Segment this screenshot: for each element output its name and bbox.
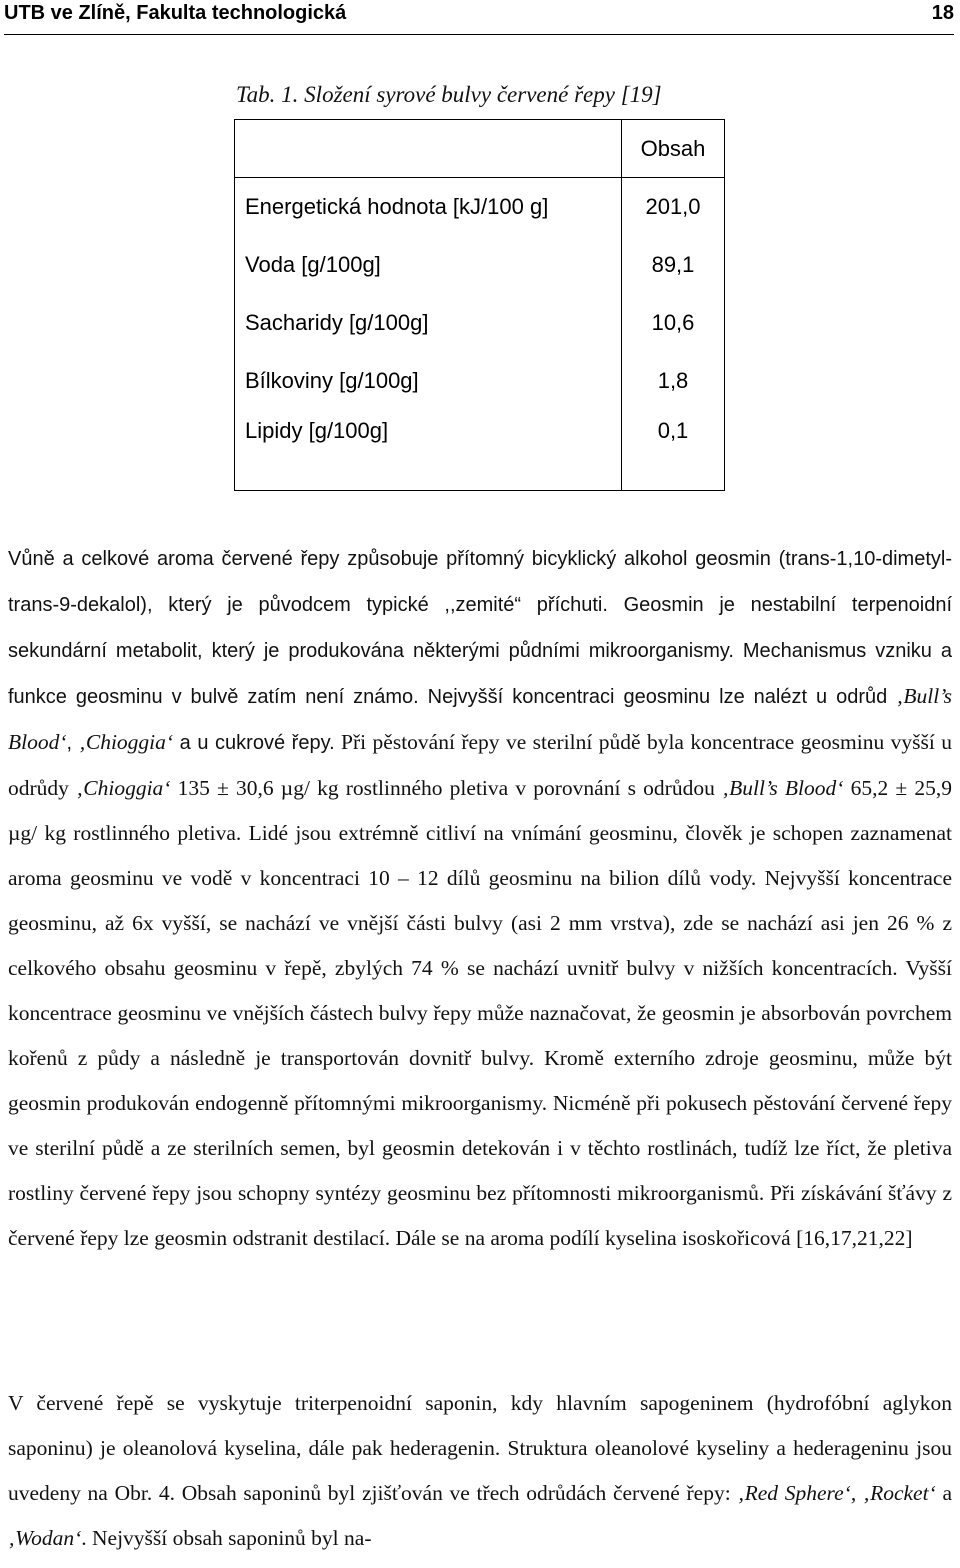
table-row — [235, 294, 725, 352]
header-page-number: 18 — [931, 2, 954, 24]
separator: a — [935, 1481, 953, 1505]
row-label: Voda [g/100g] — [235, 236, 622, 294]
cultivar-red-sphere: ‚Red Sphere‘ — [737, 1481, 851, 1505]
paragraph-saponin-text: V červené řepě se vyskytuje triterpenoidní saponin, kdy hlavním sapogeninem (hydrofóbní aglykon saponinu) je oleanolová kyselina, dále pak hederagenin. Struktura oleanolové kyseliny a hederageninu jsou uvedeny na Obr. 4. Obsah saponinů byl zjišťován ve třech odrůdách červené řepy: — [8, 1391, 952, 1505]
paragraph-geosmin-text: 135 ± 30,6 µg/ kg rostlinného pletiva v porovnání s odrůdou — [170, 776, 722, 800]
paragraph-geosmin-intro-end: a u cukrové řepy. — [173, 732, 335, 754]
row-value: 0,1 — [622, 410, 725, 491]
cultivar-chioggia: ‚Chioggia‘ — [78, 730, 174, 754]
table-header-row — [235, 120, 725, 178]
table-row — [235, 236, 725, 294]
row-label: Sacharidy [g/100g] — [235, 294, 622, 352]
row-value: 89,1 — [622, 236, 725, 294]
row-label: Energetická hodnota [kJ/100 g] — [235, 178, 622, 237]
row-value: 1,8 — [622, 352, 725, 410]
separator: , — [850, 1481, 863, 1505]
row-value: 201,0 — [622, 178, 725, 237]
table-header-empty — [235, 120, 622, 178]
cultivar-bulls-blood: ‚Bull’s Blood‘ — [722, 776, 844, 800]
paragraph-saponin-text-end: . Nejvyšší obsah saponinů byl na- — [81, 1526, 372, 1550]
table-header-obsah: Obsah — [622, 120, 725, 178]
separator: , — [66, 732, 79, 754]
table-row — [235, 352, 725, 410]
cultivar-chioggia: ‚Chioggia‘ — [76, 776, 171, 800]
paragraph-geosmin-intro: Vůně a celkové aroma červené řepy způsobuje přítomný bicyklický alkohol geosmin (trans-1,10-dimetyl-trans-9-dekalol), který je původcem typické ,,zemité“ příchuti. Geosmin je nestabilní terpenoidní sekundární metabolit, který je produkována některými půdními mikroorganismy. Mechanismus vzniku a funkce geosminu v bulvě zatím není známo. Nejvyšší koncentraci geosminu lze nalézt u odrůd — [8, 548, 952, 708]
paragraph-geosmin-text: 65,2 ± 25,9 µg/ kg rostlinného pletiva. Lidé jsou extrémně citliví na vnímání geosminu, člověk je schopen zaznamenat aroma geosminu ve vodě v koncentraci 10 – 12 dílů geosminu na bilion dílů vody. Nejvyšší koncentrace geosminu, až 6x vyšší, se nachází ve vnější části bulvy (asi 2 mm vrstva), zde se nachází asi jen 26 % z celkového obsahu geosminu v řepě, zbylých 74 % se nachází uvnitř bulvy v nižších koncentracích. Vyšší koncentrace geosminu ve vnějších částech bulvy řepy může naznačovat, že geosmin je absorbován povrchem kořenů z půdy a následně je transportován dovnitř bulvy. Kromě externího zdroje geosminu, může být geosmin produkován endogenně přítomnými mikroorganismy. Nicméně při pokusech pěstování červené řepy ve sterilní půdě a ze sterilních semen, byl geosmin detekován i v těchto rostlinách, tudíž lze říct, že pletiva rostliny červené řepy jsou schopny syntézy geosminu bez přítomnosti mikroorganismů. Při získávání šťávy z červené řepy lze geosmin odstranit destilací. Dále se na aroma podílí kyselina isoskořicová [16,17,21,22] — [8, 776, 953, 1250]
row-value: 10,6 — [622, 294, 725, 352]
paragraph-saponin — [8, 1381, 952, 1561]
cultivar-rocket: ‚Rocket‘ — [862, 1481, 936, 1505]
table-caption: Tab. 1. Složení syrové bulvy červené řepy [19] — [236, 82, 662, 107]
running-header — [4, 0, 954, 35]
cultivar-bulls-blood: ‚Bull’s Blood‘ — [8, 684, 952, 754]
table-row — [235, 410, 725, 491]
row-label: Lipidy [g/100g] — [235, 410, 622, 491]
table-row — [235, 178, 725, 237]
header-institution: UTB ve Zlíně, Fakulta technologická — [4, 2, 347, 24]
paragraph-geosmin-text: Při pěstování řepy ve sterilní půdě byla koncentrace geosminu vyšší u odrůdy — [8, 730, 952, 800]
cultivar-wodan: ‚Wodan‘ — [8, 1526, 82, 1550]
row-label: Bílkoviny [g/100g] — [235, 352, 622, 410]
paragraph-geosmin — [8, 536, 952, 1261]
composition-table — [234, 119, 725, 491]
